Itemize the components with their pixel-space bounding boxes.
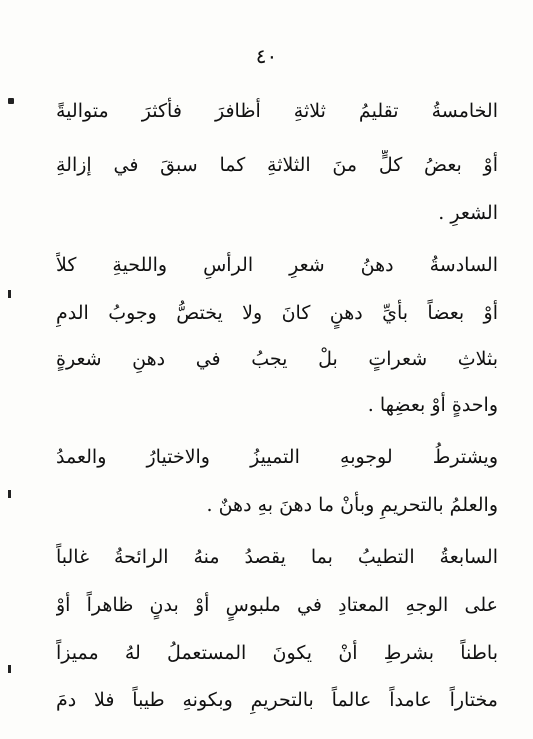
margin-mark xyxy=(8,490,11,498)
margin-mark xyxy=(8,665,11,673)
text-line: باطناً بشرطِ أنْ يكونَ المستعملُ لهُ مميزاً xyxy=(56,642,498,664)
text-line: الشعرِ . xyxy=(438,202,498,224)
text-line: على الوجهِ المعتادِ في ملبوسٍ أوْ بدنٍ ظاهراً أوْ xyxy=(56,594,498,616)
text-line: مختاراً عامداً عالماً بالتحريمِ وبكونهِ طيباً فلا دمَ xyxy=(56,689,498,711)
text-line: والعلمُ بالتحريمِ وبأنْ ما دهنَ بهِ دهنٌ . xyxy=(206,494,498,516)
text-line: السابعةُ التطيبُ بما يقصدُ منهُ الرائحةُ غالباً xyxy=(56,546,498,568)
text-line: أوْ بعضاً بأيِّ دهنٍ كانَ ولا يختصُّ وجوبُ الدمِ xyxy=(56,302,498,324)
text-line: الخامسةُ تقليمُ ثلاثةِ أظافرَ فأكثرَ متواليةً xyxy=(56,100,498,122)
page-number: ٤٠ xyxy=(255,44,278,68)
margin-mark xyxy=(8,290,11,298)
text-line: ويشترطُ لوجوبهِ التمييزُ والاختيارُ والعمدُ xyxy=(56,446,498,468)
text-line: السادسةُ دهنُ شعرِ الرأسِ واللحيةِ كلاً xyxy=(56,254,498,276)
margin-mark xyxy=(8,98,14,104)
text-line: بثلاثِ شعراتٍ بلْ يجبُ في دهنِ شعرةٍ xyxy=(56,348,498,370)
text-line: أوْ بعضُ كلٍّ منَ الثلاثةِ كما سبقَ في إزالةِ xyxy=(56,154,498,176)
text-line: واحدةٍ أوْ بعضِها . xyxy=(367,394,498,416)
